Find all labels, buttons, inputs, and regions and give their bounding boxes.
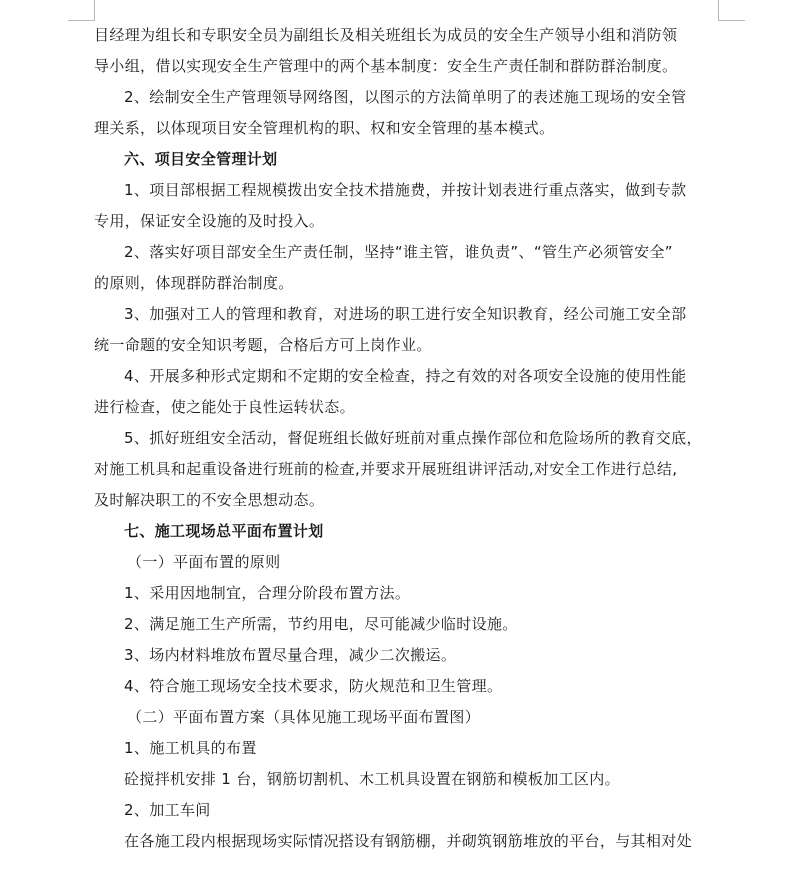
text-line: 专用，保证安全设施的及时投入。 (94, 212, 325, 230)
text-line: 统一命题的安全知识考题，合格后方可上岗作业。 (94, 336, 432, 354)
text-line: 3、场内材料堆放布置尽量合理，减少二次搬运。 (124, 646, 457, 664)
text-line: 2、满足施工生产所需，节约用电，尽可能减少临时设施。 (124, 615, 518, 633)
text-line: 砼搅拌机安排 1 台，钢筋切割机、木工机具设置在钢筋和模板加工区内。 (124, 770, 620, 788)
text-line: 4、开展多种形式定期和不定期的安全检查，持之有效的对各项安全设施的使用性能 (124, 367, 687, 385)
text-line: 目经理为组长和专职安全员为副组长及相关班组长为成员的安全生产领导小组和消防领 (94, 26, 678, 44)
document-body (94, 20, 724, 857)
text-line: 4、符合施工现场安全技术要求，防火规范和卫生管理。 (124, 677, 503, 695)
margin-corner-mark-left (68, 0, 95, 21)
section-heading: 六、项目安全管理计划 (124, 150, 278, 168)
text-line: 及时解决职工的不安全思想动态。 (94, 491, 325, 509)
text-line: 的原则，体现群防群治制度。 (94, 274, 294, 292)
section-heading: 七、施工现场总平面布置计划 (124, 522, 324, 540)
text-line: （二）平面布置方案（具体见施工现场平面布置图） (127, 708, 481, 726)
margin-corner-mark-right (718, 0, 745, 21)
text-line: 对施工机具和起重设备进行班前的检查,并要求开展班组讲评活动,对安全工作进行总结, (94, 460, 678, 478)
text-line: 1、项目部根据工程规模拨出安全技术措施费，并按计划表进行重点落实，做到专款 (124, 181, 687, 199)
text-line: 1、采用因地制宜，合理分阶段布置方法。 (124, 584, 411, 602)
text-line: 进行检查，使之能处于良性运转状态。 (94, 398, 355, 416)
text-line: （一）平面布置的原则 (127, 553, 281, 571)
text-line: 2、落实好项目部安全生产责任制，坚持“谁主管，谁负责”、“管生产必须管安全” (124, 243, 673, 261)
text-line: 1、施工机具的布置 (124, 739, 257, 757)
text-line: 导小组，借以实现安全生产管理中的两个基本制度：安全生产责任制和群防群治制度。 (94, 57, 678, 75)
text-line: 2、加工车间 (124, 801, 211, 819)
text-line: 5、抓好班组安全活动，督促班组长做好班前对重点操作部位和危险场所的教育交底， (124, 429, 702, 447)
text-line: 2、绘制安全生产管理领导网络图，以图示的方法简单明了的表述施工现场的安全管 (124, 88, 687, 106)
text-line: 在各施工段内根据现场实际情况搭设有钢筋棚，并砌筑钢筋堆放的平台，与其相对处 (124, 832, 692, 850)
text-line: 理关系，以体现项目安全管理机构的职、权和安全管理的基本模式。 (94, 119, 555, 137)
text-line: 3、加强对工人的管理和教育，对进场的职工进行安全知识教育，经公司施工安全部 (124, 305, 687, 323)
